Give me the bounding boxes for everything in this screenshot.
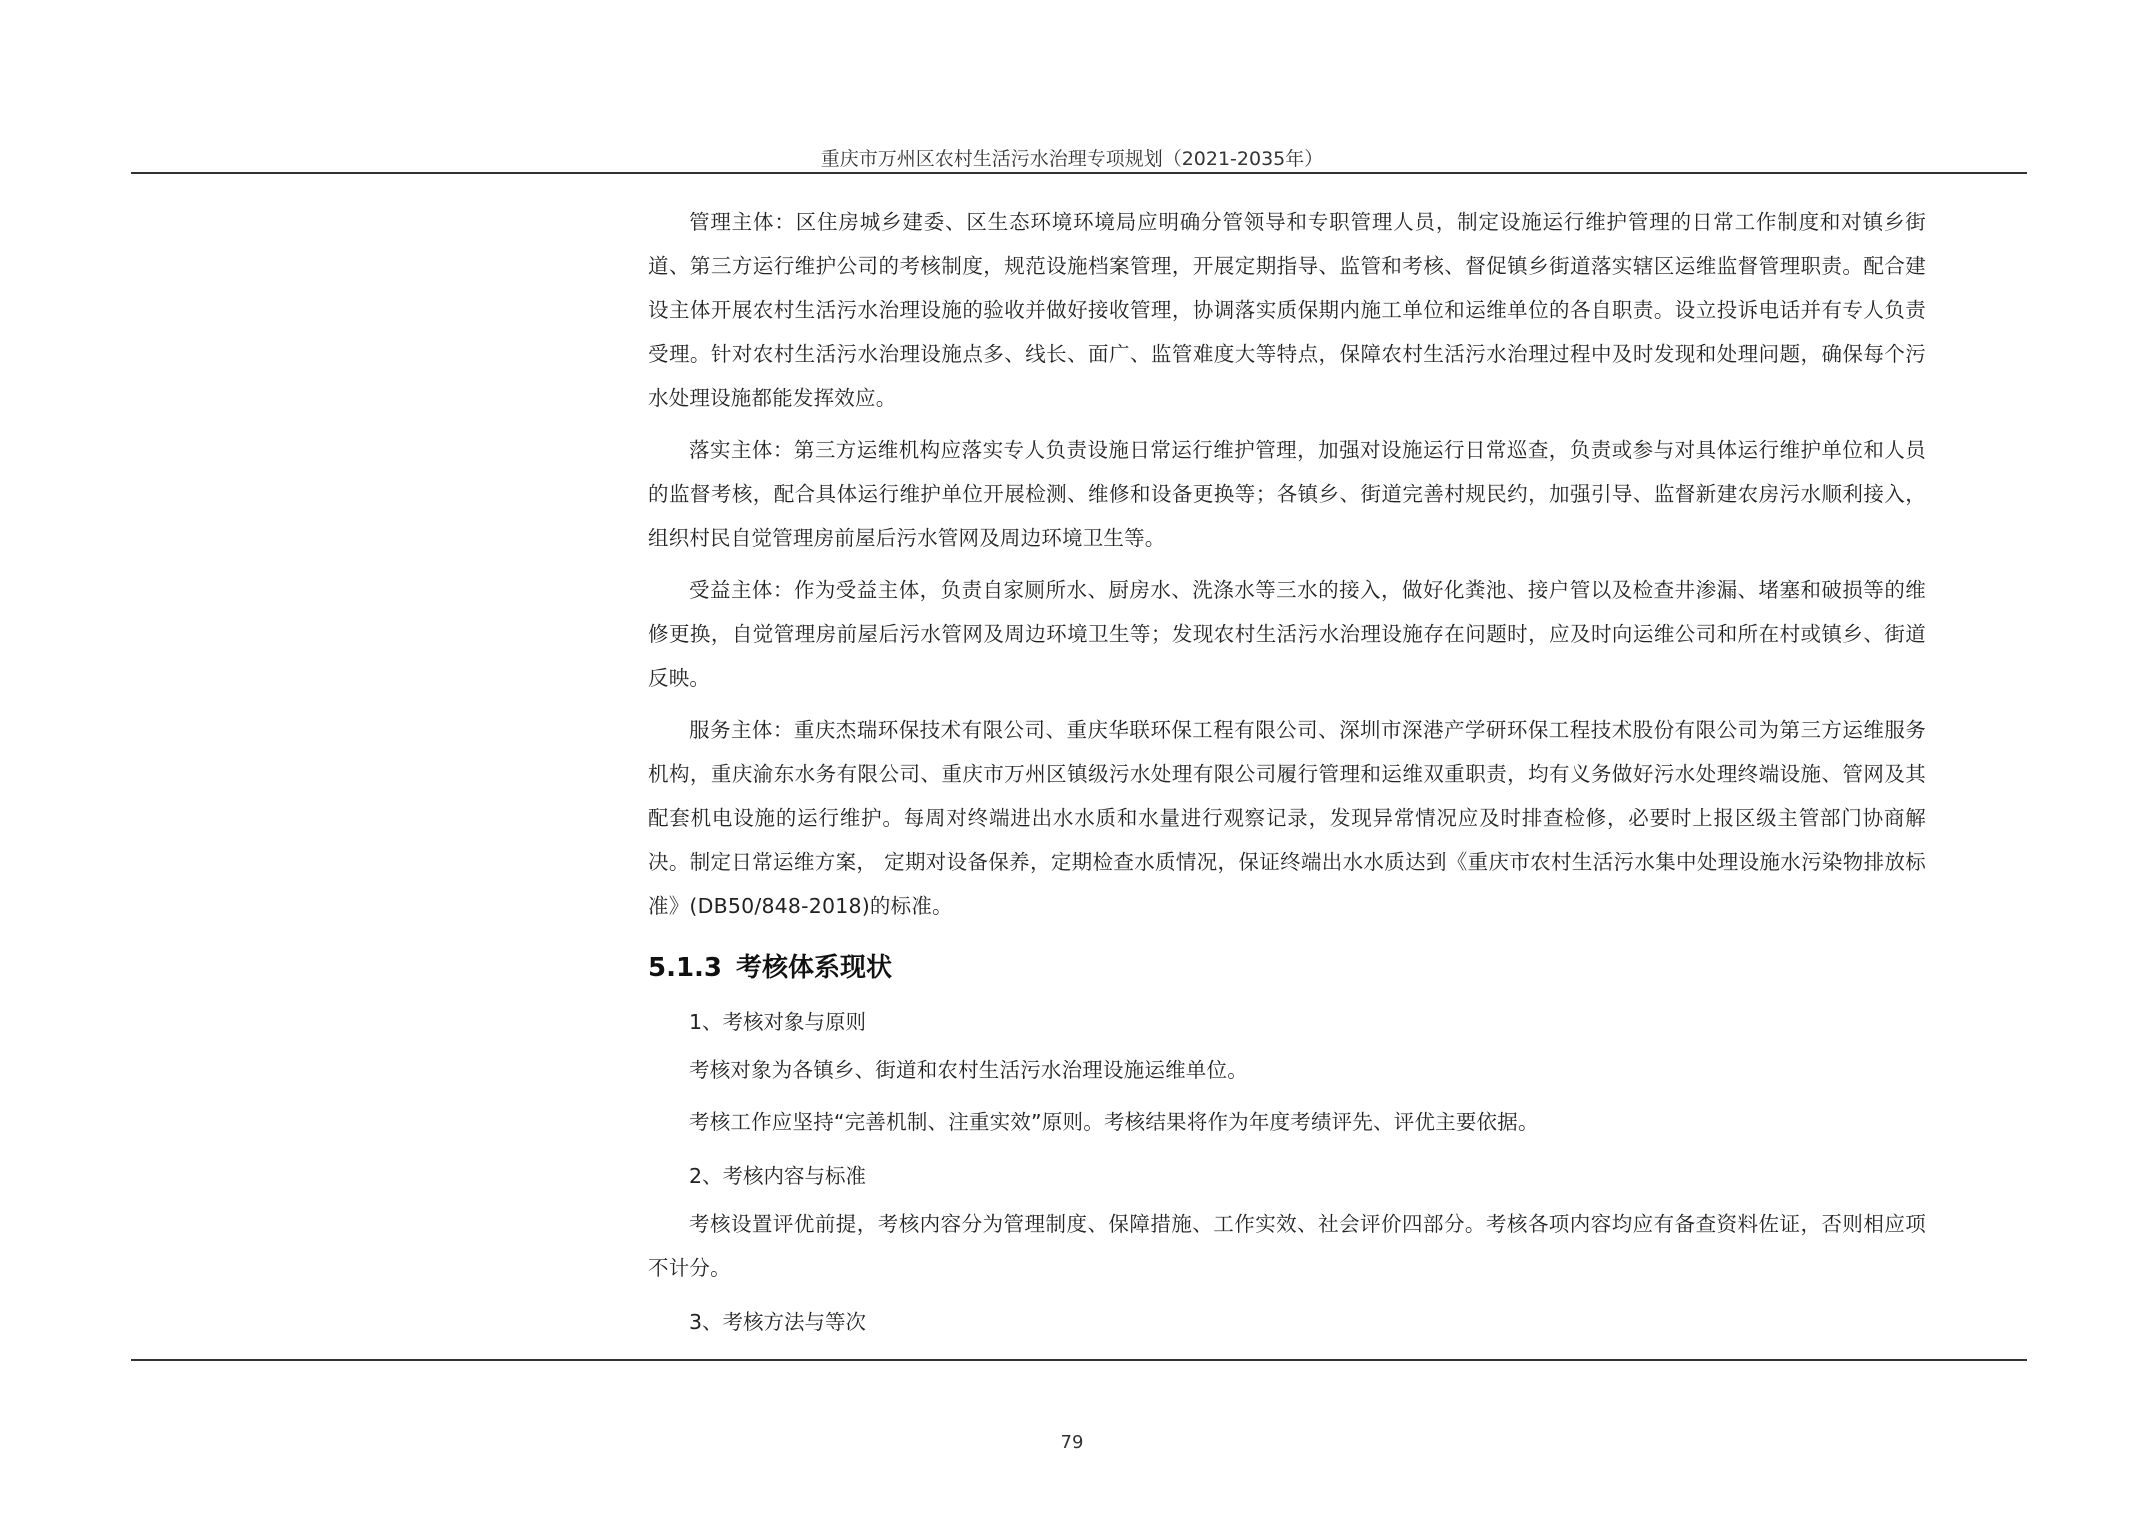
section-title: 考核体系现状 xyxy=(736,953,893,983)
section-number: 5.1.3 xyxy=(648,953,723,983)
paragraph-assessment-principle: 考核工作应坚持“完善机制、注重实效”原则。考核结果将作为年度考绩评先、评优主要依据。 xyxy=(689,1110,1539,1134)
running-header-title: 重庆市万州区农村生活污水治理专项规划（2021-2035年） xyxy=(820,148,1324,170)
paragraph-service-subject: 服务主体：重庆杰瑞环保技术有限公司、重庆华联环保工程有限公司、深圳市深港产学研环保工程技术股份有限公司为第三方运维服务机构，重庆渝东水务有限公司、重庆市万州区镇级污水处理有限公司履行管理和运维双重职责，均有义务做好污水处理终端设施、管网及其配套机电设施的运行维护。每周对终端进出水水质和水量进行观察记录，发现异常情况应及时排查检修，必要时上报区级主管部门协商解决。制定日常运维方案， 定期对设备保养，定期检查水质情况，保证终端出水水质达到《重庆市农村生活污水集中处理设施水污染物排放标准》(DB50/848-2018)的标准。 xyxy=(648,718,1926,918)
subsection-heading-content: 2、考核内容与标准 xyxy=(689,1164,867,1188)
paragraph-management-subject: 管理主体：区住房城乡建委、区生态环境环境局应明确分管领导和专职管理人员，制定设施运行维护管理的日常工作制度和对镇乡街道、第三方运行维护公司的考核制度，规范设施档案管理，开展定期指导、监管和考核、督促镇乡街道落实辖区运维监督管理职责。配合建设主体开展农村生活污水治理设施的验收并做好接收管理，协调落实质保期内施工单位和运维单位的各自职责。设立投诉电话并有专人负责受理。针对农村生活污水治理设施点多、线长、面广、监管难度大等特点，保障农村生活污水治理过程中及时发现和处理问题，确保每个污水处理设施都能发挥效应。 xyxy=(648,210,1926,410)
page-number: 79 xyxy=(1060,1432,1084,1453)
page-body xyxy=(648,200,1926,1348)
subsection-heading-method: 3、考核方法与等次 xyxy=(689,1310,867,1334)
section-heading xyxy=(648,946,1926,990)
header-rule xyxy=(131,172,2027,174)
paragraph-beneficiary-subject: 受益主体：作为受益主体，负责自家厕所水、厨房水、洗涤水等三水的接入，做好化粪池、接户管以及检查井渗漏、堵塞和破损等的维修更换，自觉管理房前屋后污水管网及周边环境卫生等；发现农村生活污水治理设施存在问题时，应及时向运维公司和所在村或镇乡、街道反映。 xyxy=(648,578,1926,690)
paragraph-assessment-content: 考核设置评优前提，考核内容分为管理制度、保障措施、工作实效、社会评价四部分。考核各项内容均应有备查资料佐证，否则相应项不计分。 xyxy=(648,1212,1926,1280)
paragraph-assessment-objects: 考核对象为各镇乡、街道和农村生活污水治理设施运维单位。 xyxy=(689,1058,1248,1082)
paragraph-implementation-subject: 落实主体：第三方运维机构应落实专人负责设施日常运行维护管理，加强对设施运行日常巡查，负责或参与对具体运行维护单位和人员的监督考核，配合具体运行维护单位开展检测、维修和设备更换等；各镇乡、街道完善村规民约，加强引导、监督新建农房污水顺利接入，组织村民自觉管理房前屋后污水管网及周边环境卫生等。 xyxy=(648,438,1926,550)
subsection-heading-objects: 1、考核对象与原则 xyxy=(689,1010,867,1034)
footer-rule xyxy=(131,1359,2027,1361)
